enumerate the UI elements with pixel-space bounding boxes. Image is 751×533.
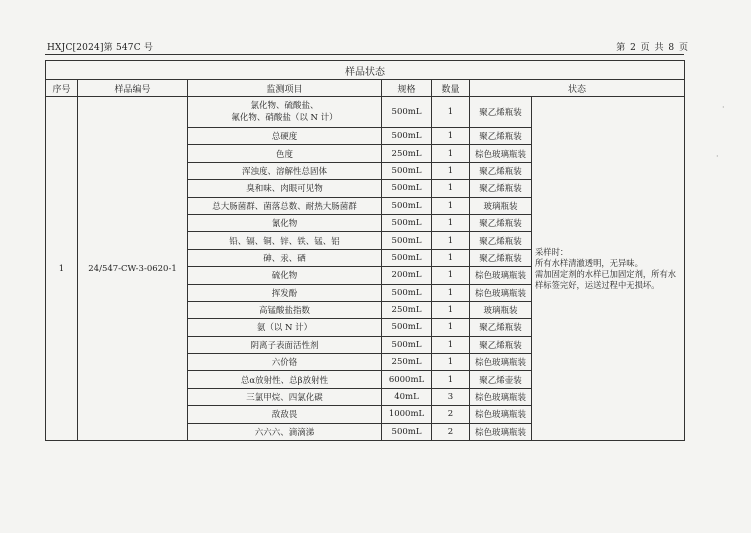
- qty-cell: 1: [432, 162, 470, 179]
- sample-status-table: [45, 60, 685, 441]
- qty-cell: 1: [432, 97, 470, 128]
- spec-cell: 1000mL: [382, 406, 432, 423]
- container-cell: 棕色玻璃瓶装: [470, 145, 532, 162]
- spec-cell: 250mL: [382, 354, 432, 371]
- qty-cell: 1: [432, 197, 470, 214]
- spec-cell: 500mL: [382, 162, 432, 179]
- container-cell: 聚乙烯瓶装: [470, 319, 532, 336]
- container-cell: 棕色玻璃瓶装: [470, 284, 532, 301]
- container-cell: 棕色玻璃瓶装: [470, 388, 532, 405]
- container-cell: 棕色玻璃瓶装: [470, 267, 532, 284]
- container-cell: 棕色玻璃瓶装: [470, 406, 532, 423]
- container-cell: 聚乙烯壶装: [470, 371, 532, 388]
- qty-cell: 1: [432, 284, 470, 301]
- spec-cell: 250mL: [382, 145, 432, 162]
- column-header-row: [46, 80, 685, 97]
- item-cell: 氯化物、硫酸盐、 氟化物、硝酸盐（以 N 计）: [188, 97, 382, 128]
- item-cell: 浑浊度、溶解性总固体: [188, 162, 382, 179]
- item-cell: 六六六、滴滴涕: [188, 423, 382, 440]
- qty-cell: 1: [432, 301, 470, 318]
- item-cell: 总α放射性、总β放射性: [188, 371, 382, 388]
- item-cell: 硫化物: [188, 267, 382, 284]
- spec-cell: 40mL: [382, 388, 432, 405]
- spec-cell: 200mL: [382, 267, 432, 284]
- spec-cell: 500mL: [382, 214, 432, 231]
- sample-id-cell: 24/547-CW-3-0620-1: [78, 97, 188, 441]
- item-cell: 砷、汞、硒: [188, 249, 382, 266]
- container-cell: 玻璃瓶装: [470, 197, 532, 214]
- item-cell: 臭和味、肉眼可见物: [188, 180, 382, 197]
- container-cell: 聚乙烯瓶装: [470, 336, 532, 353]
- qty-cell: 2: [432, 423, 470, 440]
- qty-cell: 1: [432, 180, 470, 197]
- qty-cell: 1: [432, 249, 470, 266]
- container-cell: 聚乙烯瓶装: [470, 162, 532, 179]
- container-cell: 聚乙烯瓶装: [470, 249, 532, 266]
- container-cell: 聚乙烯瓶装: [470, 214, 532, 231]
- qty-cell: 1: [432, 371, 470, 388]
- spec-cell: 250mL: [382, 301, 432, 318]
- col-header-qty: 数量: [432, 80, 470, 97]
- item-cell: 氨（以 N 计）: [188, 319, 382, 336]
- table-title: 样品状态: [46, 61, 685, 80]
- col-header-state: 状态: [470, 80, 685, 97]
- header-rule: [45, 54, 684, 55]
- container-cell: 玻璃瓶装: [470, 301, 532, 318]
- spec-cell: 500mL: [382, 423, 432, 440]
- spec-cell: 500mL: [382, 319, 432, 336]
- qty-cell: 1: [432, 319, 470, 336]
- table-row: [46, 97, 685, 128]
- container-cell: 聚乙烯瓶装: [470, 97, 532, 128]
- spec-cell: 500mL: [382, 97, 432, 128]
- item-cell: 高锰酸盐指数: [188, 301, 382, 318]
- col-header-spec: 规格: [382, 80, 432, 97]
- qty-cell: 2: [432, 406, 470, 423]
- item-cell: 敌敌畏: [188, 406, 382, 423]
- item-cell: 总硬度: [188, 128, 382, 145]
- spec-cell: 500mL: [382, 197, 432, 214]
- spec-cell: 6000mL: [382, 371, 432, 388]
- qty-cell: 1: [432, 354, 470, 371]
- col-header-sample-id: 样品编号: [78, 80, 188, 97]
- qty-cell: 1: [432, 145, 470, 162]
- item-cell: 铅、镉、铜、锌、铁、锰、铝: [188, 232, 382, 249]
- container-cell: 棕色玻璃瓶装: [470, 423, 532, 440]
- qty-cell: 1: [432, 336, 470, 353]
- qty-cell: 1: [432, 232, 470, 249]
- col-header-item: 监测项目: [188, 80, 382, 97]
- state-cell: 采样时： 所有水样清澈透明，无异味。 需加固定剂的水样已加固定剂，所有水样标签完好，运送过程中无损坏。: [532, 97, 685, 441]
- item-cell: 阴离子表面活性剂: [188, 336, 382, 353]
- report-number: HXJC[2024]第 547C 号: [47, 43, 154, 53]
- item-cell: 色度: [188, 145, 382, 162]
- qty-cell: 3: [432, 388, 470, 405]
- spec-cell: 500mL: [382, 232, 432, 249]
- scan-mark: ·: [716, 152, 719, 161]
- spec-cell: 500mL: [382, 336, 432, 353]
- item-cell: 六价铬: [188, 354, 382, 371]
- spec-cell: 500mL: [382, 284, 432, 301]
- spec-cell: 500mL: [382, 128, 432, 145]
- item-cell: 总大肠菌群、菌落总数、耐热大肠菌群: [188, 197, 382, 214]
- item-cell: 三氯甲烷、四氯化碳: [188, 388, 382, 405]
- container-cell: 聚乙烯瓶装: [470, 128, 532, 145]
- qty-cell: 1: [432, 214, 470, 231]
- seq-cell: 1: [46, 97, 78, 441]
- spec-cell: 500mL: [382, 180, 432, 197]
- container-cell: 聚乙烯瓶装: [470, 232, 532, 249]
- spec-cell: 500mL: [382, 249, 432, 266]
- page-info: 第 2 页 共 8 页: [616, 43, 689, 53]
- item-cell: 挥发酚: [188, 284, 382, 301]
- scan-mark: ·: [722, 103, 725, 112]
- item-cell: 氰化物: [188, 214, 382, 231]
- col-header-seq: 序号: [46, 80, 78, 97]
- qty-cell: 1: [432, 267, 470, 284]
- container-cell: 聚乙烯瓶装: [470, 180, 532, 197]
- container-cell: 棕色玻璃瓶装: [470, 354, 532, 371]
- qty-cell: 1: [432, 128, 470, 145]
